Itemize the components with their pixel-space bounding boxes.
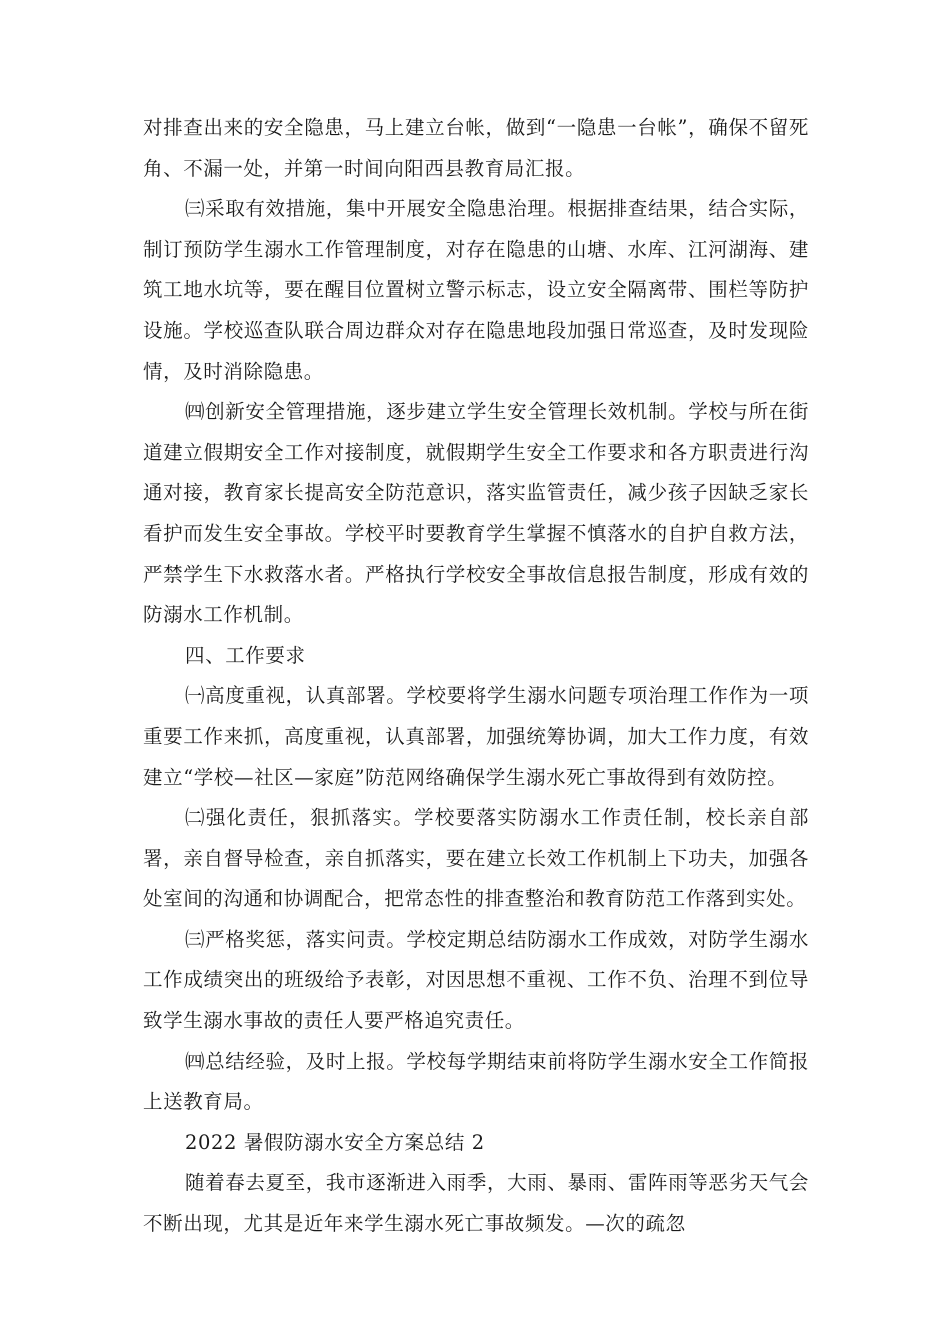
paragraph-measure-4: ㈣创新安全管理措施，逐步建立学生安全管理长效机制。学校与所在街道建立假期安全工作对接制度，就假期学生安全工作要求和各方职责进行沟通对接，教育家长提高安全防范意识，落实监管责任，减少孩子因缺乏家长看护而发生安全事故。学校平时要教育学生掌握不慎落水的自护自救方法，严禁学生下水救落水者。严格执行学校安全事故信息报告制度，形成有效的防溺水工作机制。 <box>143 400 809 627</box>
paragraph-requirement-3: ㈢严格奖惩，落实问责。学校定期总结防溺水工作成效，对防学生溺水工作成绩突出的班级给予表彰，对因思想不重视、工作不负、治理不到位导致学生溺水事故的责任人要严格追究责任。 <box>143 927 809 1033</box>
paragraph-requirement-2: ㈡强化责任，狠抓落实。学校要落实防溺水工作责任制，校长亲自部署，亲自督导检查，亲自抓落实，要在建立长效工作机制上下功夫，加强各处室间的沟通和协调配合，把常态性的排查整治和教育防范工作落到实处。 <box>143 806 809 911</box>
paragraph-requirement-4: ㈣总结经验，及时上报。学校每学期结束前将防学生溺水安全工作简报上送教育局。 <box>143 1049 809 1114</box>
paragraph-requirement-1: ㈠高度重视，认真部署。学校要将学生溺水问题专项治理工作作为一项重要工作来抓，高度重视，认真部署，加强统筹协调，加大工作力度，有效建立“学校—社区—家庭”防范网络确保学生溺水死亡事故得到有效防控。 <box>143 684 809 789</box>
paragraph-hazard-ledger: 对排查出来的安全隐患，马上建立台帐，做到“一隐患一台帐”，确保不留死角、不漏一处，并第一时间向阳西县教育局汇报。 <box>143 116 809 180</box>
section-heading-requirements: 四、工作要求 <box>185 643 306 667</box>
document-body <box>143 108 809 1245</box>
paragraph-measure-3: ㈢采取有效措施，集中开展安全隐患治理。根据排查结果，结合实际，制订预防学生溺水工作管理制度，对存在隐患的山塘、水库、江河湖海、建筑工地水坑等，要在醒目位置树立警示标志，设立安全隔离带、围栏等防护设施。学校巡查队联合周边群众对存在隐患地段加强日常巡查，及时发现险情，及时消除隐患。 <box>143 197 809 383</box>
paragraph-intro-summary-2: 随着春去夏至，我市逐渐进入雨季，大雨、暴雨、雷阵雨等恶劣天气会不断出现，尤其是近年来学生溺水死亡事故频发。—次的疏忽 <box>143 1171 809 1236</box>
section-title-summary-2: 2022 暑假防溺水安全方案总结 2 <box>185 1130 485 1154</box>
